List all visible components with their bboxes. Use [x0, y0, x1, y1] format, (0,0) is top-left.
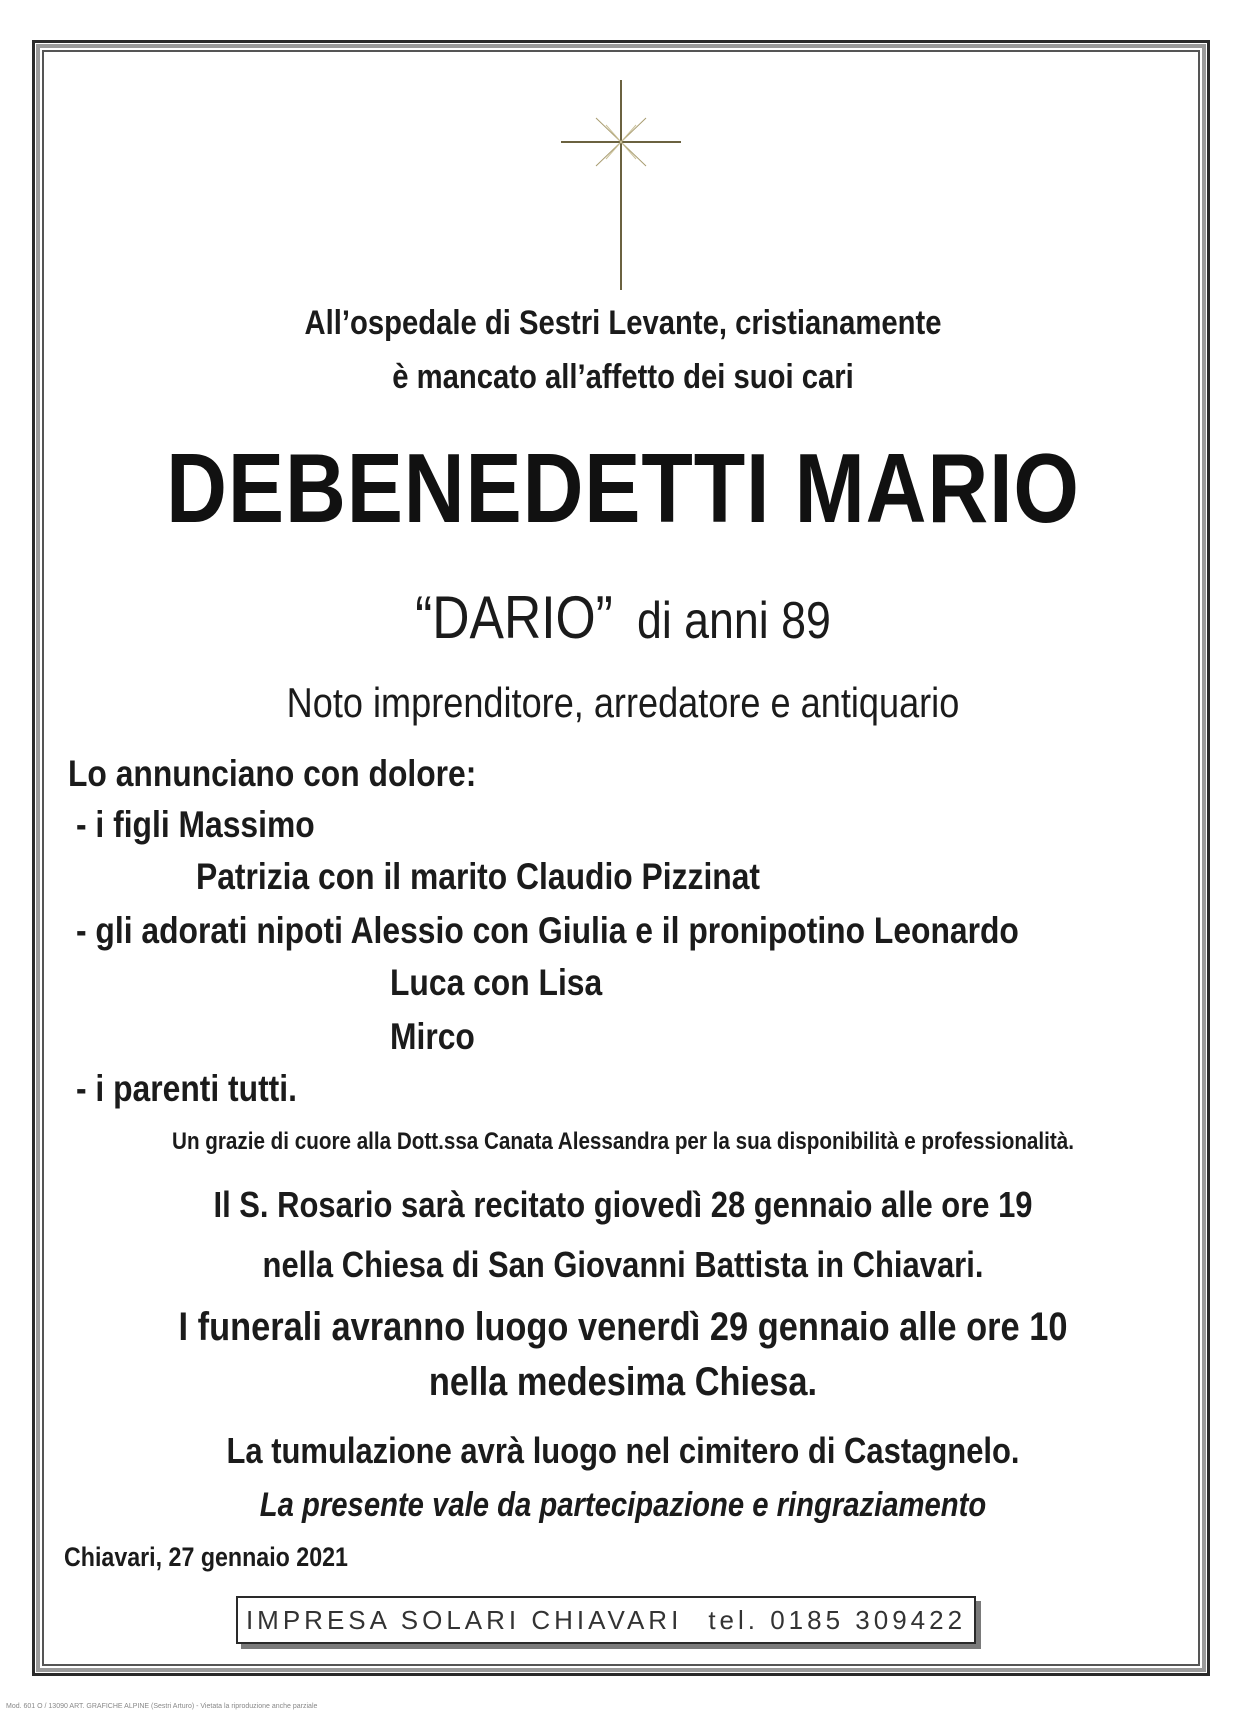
- age: di anni 89: [636, 592, 831, 650]
- deceased-name: DEBENEDETTI MARIO: [166, 433, 1080, 543]
- family-line: - i figli Massimo: [76, 804, 315, 845]
- acknowledgement-line: La presente vale da partecipazione e ringraziamento: [259, 1486, 987, 1524]
- family-line: Patrizia con il marito Claudio Pizzinat: [196, 856, 761, 897]
- place-date: Chiavari, 27 gennaio 2021: [64, 1542, 348, 1572]
- family-line: Luca con Lisa: [390, 962, 603, 1003]
- funeral-line-2: nella medesima Chiesa.: [428, 1360, 818, 1404]
- nickname: “DARIO”: [415, 584, 613, 651]
- family-line: Mirco: [390, 1016, 475, 1057]
- thanks-line: Un grazie di cuore alla Dott.ssa Canata Alessandra per la sua disponibilità e professionalità.: [172, 1128, 1074, 1155]
- cross-icon: [556, 80, 686, 290]
- intro-line-1: All’ospedale di Sestri Levante, cristianamente: [304, 304, 942, 342]
- funeral-line-1: I funerali avranno luogo venerdì 29 gennaio alle ore 10: [178, 1305, 1068, 1349]
- intro-line-2: è mancato all’affetto dei suoi cari: [392, 358, 854, 396]
- agency-name: IMPRESA SOLARI CHIAVARI: [245, 1605, 683, 1635]
- burial-line: La tumulazione avrà luogo nel cimitero di Castagnelo.: [226, 1430, 1020, 1471]
- profession: Noto imprenditore, arredatore e antiquario: [286, 679, 960, 726]
- agency-box: [236, 1596, 976, 1644]
- family-line: - gli adorati nipoti Alessio con Giulia e il pronipotino Leonardo: [76, 910, 1019, 951]
- print-code: Mod. 601 O / 13090 ART. GRAFICHE ALPINE (Sestri Arturo) - Vietata la riproduzione anche parziale: [6, 1703, 318, 1710]
- rosary-line-2: nella Chiesa di San Giovanni Battista in Chiavari.: [262, 1244, 984, 1285]
- family-line: - i parenti tutti.: [76, 1068, 297, 1109]
- nickname-age: [87, 583, 1159, 652]
- announce-heading: Lo annunciano con dolore:: [68, 753, 477, 794]
- agency-phone: tel. 0185 309422: [708, 1605, 967, 1635]
- rosary-line-1: Il S. Rosario sarà recitato giovedì 28 gennaio alle ore 19: [213, 1184, 1033, 1225]
